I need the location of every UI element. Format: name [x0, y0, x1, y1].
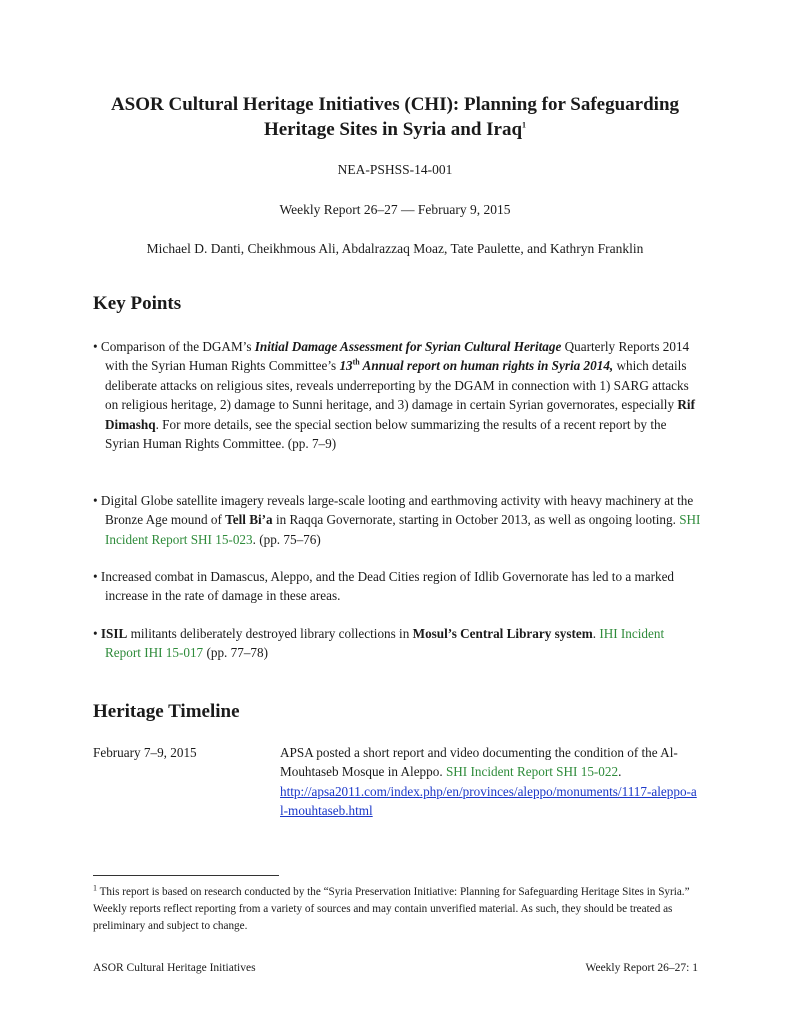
key-point-1: • Comparison of the DGAM’s Initial Damage Assessment for Syrian Cultural Heritage Quarterly Reports 2014 with the Syrian Human Rights Committee’s 13th Annual report on human rights in Syria 2014, which details deliberate attacks on religious sites, reveals underreporting by the DGAM in connection with 1) SARG attacks on religious heritage, 2) damage to Sunni heritage, and 3) damage in certain Syrian governorates, especially Rif Dimashq. For more details, see the special section below summarizing the results of a recent report by the Syrian Human Rights Committee. (pp. 7–9) [93, 339, 695, 452]
timeline-date: February 7–9, 2015 [93, 745, 197, 760]
bullet-mark: • [93, 626, 98, 641]
title-footnote-ref[interactable]: 1 [522, 120, 527, 130]
footer-left: ASOR Cultural Heritage Initiatives [93, 962, 256, 974]
mosul-library-bold: Mosul’s Central Library system [412, 626, 593, 641]
incident-report-link[interactable]: IHI Incident Report IHI 15-017 [105, 626, 665, 661]
isil-bold: ISIL [100, 626, 128, 641]
report-code: NEA-PSHSS-14-001 [337, 162, 453, 177]
place-rif-dimashq: Rif Dimashq [105, 397, 695, 432]
bullet-mark: • [93, 569, 98, 584]
footnote-text: This report is based on research conducted by the “Syria Preservation Initiative: Planning for Safeguarding Heritage Sites in Syria.” Weekly reports reflect reporting from a variety of sources and may contain unverified material. As such, they should be treated as preliminary and subject to change. [93, 886, 690, 932]
key-points-heading: Key Points [93, 293, 182, 314]
annual-report-title: Annual report on human rights in Syria 2014, [359, 358, 614, 374]
key-point-2: • Digital Globe satellite imagery reveals large-scale looting and earthmoving activity with heavy machinery at the Bronze Age mound of Tell Bi’a in Raqqa Governorate, starting in October 2013, as well as ongoing looting. SHI Incident Report SHI 15-023. (pp. 75–76) [93, 493, 701, 547]
source-url-link[interactable]: http://apsa2011.com/index.php/en/provinces/aleppo/monuments/1117-aleppo-al-mouhtaseb.html [280, 783, 697, 819]
site-tell-bia: Tell Bi’a [225, 512, 273, 528]
bullet-mark: • [93, 339, 98, 354]
key-point-3: • Increased combat in Damascus, Aleppo, and the Dead Cities region of Idlib Governorate has led to a marked increase in the rate of damage in these areas. [93, 569, 675, 604]
footnote [93, 884, 713, 935]
weekly-report-date: Weekly Report 26–27 — February 9, 2015 [279, 202, 511, 217]
report-title-italic: Initial Damage Assessment for Syrian Cultural Heritage [254, 339, 562, 354]
footnote-marker: 1 [93, 883, 97, 893]
heritage-timeline-heading: Heritage Timeline [93, 701, 240, 722]
page-title [95, 92, 695, 142]
footnote-divider [93, 875, 279, 876]
title-line-2: Heritage Sites in Syria and Iraq [263, 119, 523, 140]
incident-report-link[interactable]: SHI Incident Report SHI 15-023 [105, 512, 701, 547]
key-point-4: • ISIL militants deliberately destroyed library collections in Mosul’s Central Library system. IHI Incident Report IHI 15-017 (pp. 77–78) [93, 626, 665, 661]
timeline-entry: APSA posted a short report and video documenting the condition of the Al-Mouhtaseb Mosque in Aleppo. SHI Incident Report SHI 15-022. http://apsa2011.com/index.php/en/provinces/aleppo/monuments/1117-aleppo-al-mouhtaseb.html [280, 745, 697, 819]
bullet-mark: • [93, 493, 98, 508]
incident-report-link[interactable]: SHI Incident Report SHI 15-022 [445, 764, 619, 780]
authors: Michael D. Danti, Cheikhmous Ali, Abdalrazzaq Moaz, Tate Paulette, and Kathryn Franklin [146, 241, 644, 256]
title-line-1: ASOR Cultural Heritage Initiatives (CHI): Planning for Safeguarding [110, 94, 680, 115]
footer-page-number: Weekly Report 26–27: 1 [585, 962, 698, 974]
